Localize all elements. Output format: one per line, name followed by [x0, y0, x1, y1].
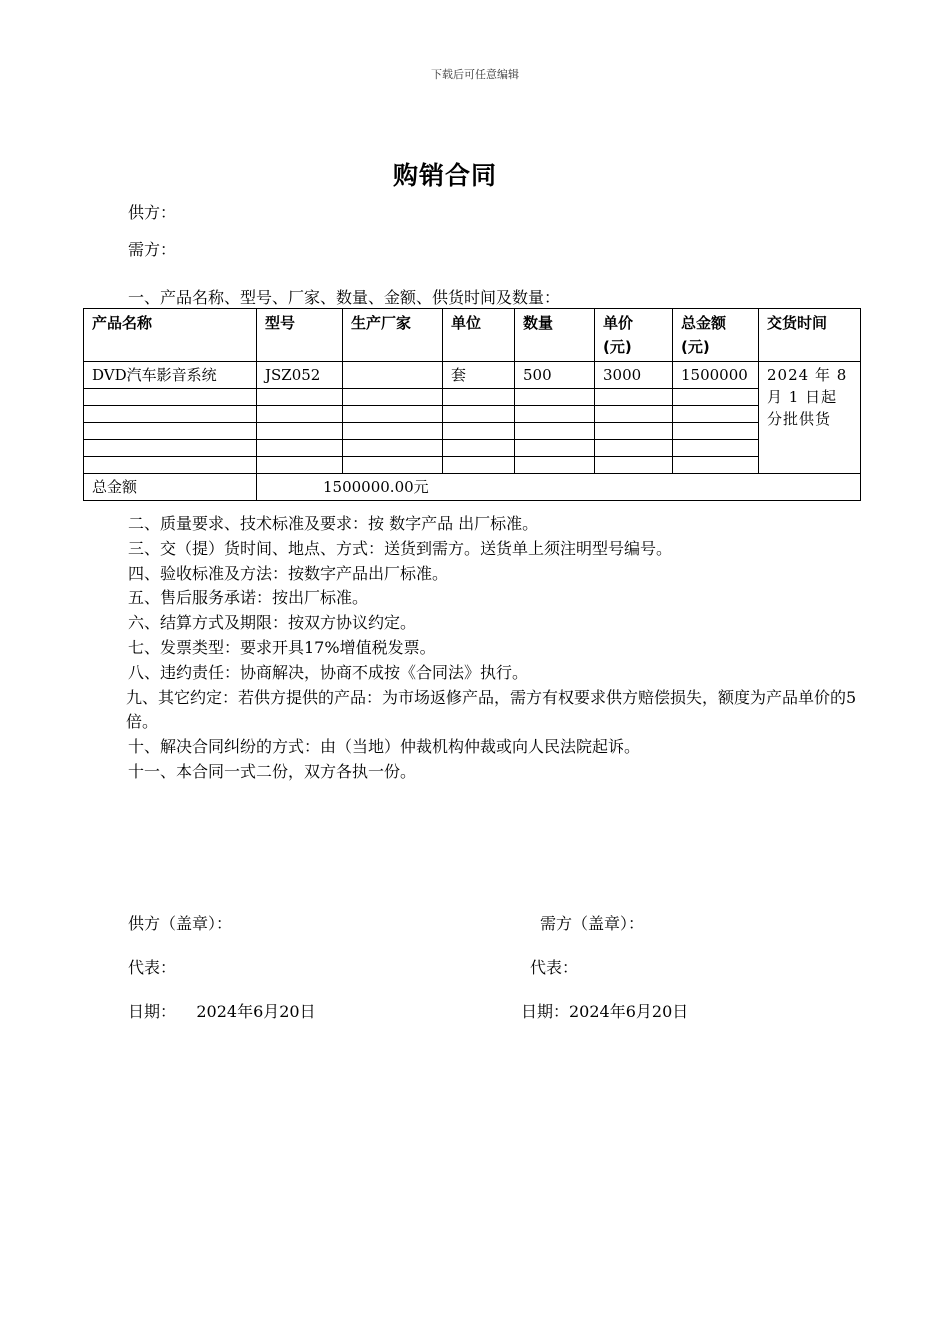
table-row [84, 457, 861, 474]
header-unit-price [595, 309, 673, 362]
header-maker: 生产厂家 [343, 309, 443, 362]
table-row [84, 423, 861, 440]
cell-unit-price: 3000 [595, 362, 673, 389]
header-delivery-time: 交货时间 [759, 309, 861, 362]
product-table [83, 308, 861, 501]
contract-clauses [128, 512, 858, 785]
table-header-row [84, 309, 861, 362]
buyer-label: 需方： [128, 240, 177, 259]
clause-8: 八、违约责任：协商解决，协商不成按《合同法》执行。 [128, 662, 529, 682]
total-value: 1500000.00元 [257, 474, 861, 501]
section1-heading: 一、产品名称、型号、厂家、数量、金额、供货时间及数量： [128, 288, 561, 307]
supplier-label: 供方： [128, 203, 177, 222]
table-row [84, 362, 861, 389]
buyer-rep-label: 代表： [530, 958, 579, 977]
cell-maker [343, 362, 443, 389]
buyer-date: 日期：2024年6月20日 [521, 1002, 689, 1021]
header-model: 型号 [257, 309, 343, 362]
clause-7: 七、发票类型：要求开具17%增值税发票。 [128, 637, 436, 657]
clause-5: 五、售后服务承诺：按出厂标准。 [128, 588, 369, 608]
cell-quantity: 500 [515, 362, 595, 389]
clause-6: 六、结算方式及期限：按双方协议约定。 [128, 613, 417, 633]
buyer-seal-label: 需方（盖章）： [540, 914, 645, 933]
total-label: 总金额 [84, 474, 257, 501]
table-row [84, 389, 861, 406]
table-row [84, 440, 861, 457]
header-unit-price-line1: 单价 [603, 314, 634, 332]
header-product-name: 产品名称 [84, 309, 257, 362]
supplier-rep-label: 代表： [128, 958, 177, 977]
header-unit: 单位 [443, 309, 515, 362]
cell-total-amount: 1500000 [673, 362, 759, 389]
supplier-seal-label: 供方（盖章）： [128, 914, 233, 933]
cell-product-name: DVD汽车影音系统 [84, 362, 257, 389]
cell-model: JSZ052 [257, 362, 343, 389]
clause-3: 三、交（提）货时间、地点、方式：送货到需方。送货单上须注明型号编号。 [128, 538, 673, 558]
header-total-amount [673, 309, 759, 362]
document-title: 购销合同 [392, 161, 497, 190]
header-unit-price-line2: (元) [603, 338, 632, 356]
header-total-amount-line2: (元) [681, 338, 710, 356]
table-row [84, 406, 861, 423]
cell-unit: 套 [443, 362, 515, 389]
header-note: 下载后可任意编辑 [431, 68, 519, 81]
cell-delivery-time: 2024 年 8 月 1 日起分批供货 [759, 362, 861, 474]
clause-4: 四、验收标准及方法：按数字产品出厂标准。 [128, 563, 449, 583]
clause-2: 二、质量要求、技术标准及要求：按 数字产品 出厂标准。 [128, 514, 539, 533]
supplier-date: 日期： 2024年6月20日 [128, 1002, 316, 1021]
clause-10: 十、解决合同纠纷的方式：由（当地）仲裁机构仲裁或向人民法院起诉。 [128, 737, 641, 757]
clause-11: 十一、本合同一式二份，双方各执一份。 [128, 761, 417, 781]
clause-9: 九、其它约定：若供方提供的产品：为市场返修产品，需方有权要求供方赔偿损失，额度为产品单价的5倍。 [126, 687, 857, 732]
header-quantity: 数量 [515, 309, 595, 362]
header-total-amount-line1: 总金额 [681, 314, 727, 332]
total-row [84, 474, 861, 501]
